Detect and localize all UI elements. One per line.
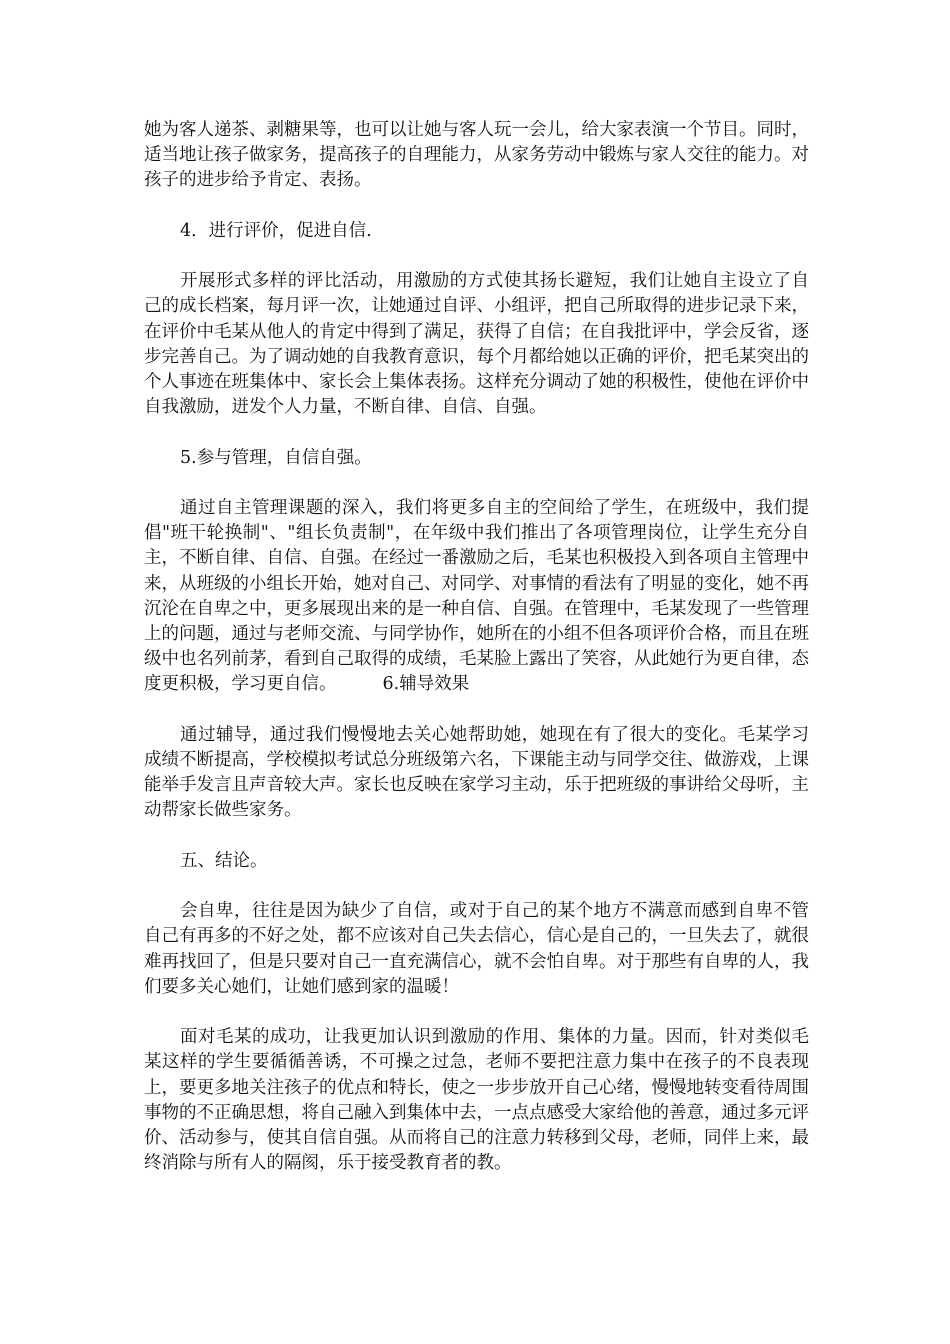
- heading-participation: 5.参与管理，自信自强。: [180, 447, 372, 468]
- paragraph-participation: [144, 496, 809, 698]
- paragraph-conclusion-1: 会自卑，往往是因为缺少了自信，或对于自己的某个地方不满意而感到自卑不管自己有再多的不好之处，都不应该对自己失去信心，信心是自己的，一旦失去了，就很难再找回了，但是只要对自己一直充满信心，就不会怕自卑。对于那些有自卑的人，我们要多关心她们，让她们感到家的温暖！: [144, 901, 809, 997]
- paragraph-participation-text: 通过自主管理课题的深入，我们将更多自主的空间给了学生，在班级中，我们提倡"班干轮换制"、"组长负责制"，在年级中我们推出了各项管理岗位，让学生充分自主，不断自律、自信、自强。在经过一番激励之后，毛某也积极投入到各项自主管理中来，从班级的小组长开始，她对自己、对同学、对事情的看法有了明显的变化，她不再沉沦在自卑之中，更多展现出来的是一种自信、自强。在管理中，毛某发现了一些管理上的问题，通过与老师交流、与同学协作，她所在的小组不但各项评价合格，而且在班级中也名列前茅，看到自己取得的成绩，毛某脸上露出了笑容，从此她行为更自律，态度更积极，学习更自信。: [144, 497, 809, 695]
- paragraph-family-activities: 她为客人递茶、剥糖果等，也可以让她与客人玩一会儿，给大家表演一个节目。同时，适当地让孩子做家务，提高孩子的自理能力，从家务劳动中锻炼与家人交往的能力。对孩子的进步给予肯定、表扬。: [144, 120, 809, 191]
- paragraph-counseling-effect: 通过辅导，通过我们慢慢地去关心她帮助她，她现在有了很大的变化。毛某学习成绩不断提高，学校模拟考试总分班级第六名，下课能主动与同学交往、做游戏，上课能举手发言且声音较大声。家长也反映在家学习主动，乐于把班级的事讲给父母听，主动帮家长做些家务。: [144, 724, 809, 821]
- heading-evaluation: 4．进行评价，促进自信.: [180, 220, 372, 241]
- heading-counseling-effect: 6.辅导效果: [382, 674, 470, 695]
- document-page: [144, 118, 809, 1202]
- heading-conclusion: 五、结论。: [180, 850, 268, 871]
- paragraph-evaluation: 开展形式多样的评比活动，用激励的方式使其扬长避短，我们让她自主设立了自己的成长档案，每月评一次，让她通过自评、小组评，把自己所取得的进步记录下来，在评价中毛某从他人的肯定中得到了满足，获得了自信；在自我批评中，学会反省，逐步完善自己。为了调动她的自我教育意识，每个月都给她以正确的评价，把毛某突出的个人事迹在班集体中、家长会上集体表扬。这样充分调动了她的积极性，使他在评价中自我激励，迸发个人力量，不断自律、自信、自强。: [144, 271, 809, 418]
- paragraph-conclusion-2: 面对毛某的成功，让我更加认识到激励的作用、集体的力量。因而，针对类似毛某这样的学生要循循善诱，不可操之过急，老师不要把注意力集中在孩子的不良表现上，要更多地关注孩子的优点和特长，使之一步步放开自己心绪，慢慢地转变看待周围事物的不正确思想，将自己融入到集体中去，一点点感受大家给他的善意，通过多元评价、活动参与，使其自信自强。从而将自己的注意力转移到父母，老师，同伴上来，最终消除与所有人的隔阂，乐于接受教育者的教。: [144, 1027, 809, 1174]
